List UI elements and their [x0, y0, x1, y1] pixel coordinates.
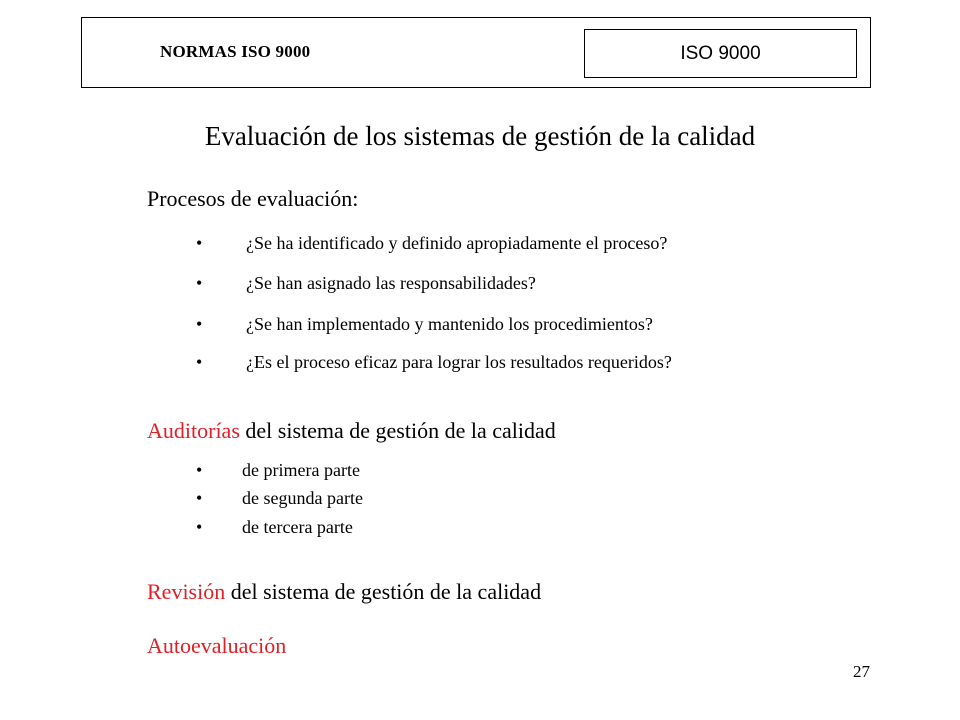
bullet-icon: • [196, 488, 203, 508]
list-item: de segunda parte [242, 488, 363, 508]
list-item: ¿Es el proceso eficaz para lograr los resultados requeridos? [246, 352, 672, 372]
list-item: de primera parte [242, 460, 360, 480]
audits-heading [147, 418, 556, 444]
bullet-icon: • [196, 273, 203, 293]
review-accent: Revisión [147, 579, 226, 604]
audits-accent: Auditorías [147, 418, 240, 443]
bullet-icon: • [196, 517, 203, 537]
bullet-icon: • [196, 314, 203, 334]
list-item: ¿Se han implementado y mantenido los procedimientos? [246, 314, 653, 334]
bullet-icon: • [196, 460, 203, 480]
review-rest: del sistema de gestión de la calidad [225, 579, 542, 604]
self-assessment-heading: Autoevaluación [147, 633, 287, 658]
header-right-label: ISO 9000 [584, 29, 857, 78]
bullet-icon: • [196, 352, 203, 372]
page-number: 27 [853, 662, 870, 681]
header-left-label: NORMAS ISO 9000 [160, 42, 311, 61]
bullet-icon: • [196, 233, 203, 253]
evaluation-heading: Procesos de evaluación: [147, 186, 359, 211]
audits-rest: del sistema de gestión de la calidad [239, 418, 556, 443]
review-heading [147, 579, 541, 605]
list-item: ¿Se ha identificado y definido apropiadamente el proceso? [246, 233, 668, 253]
list-item: ¿Se han asignado las responsabilidades? [246, 273, 536, 293]
slide-title: Evaluación de los sistemas de gestión de la calidad [204, 121, 756, 151]
list-item: de tercera parte [242, 517, 353, 537]
